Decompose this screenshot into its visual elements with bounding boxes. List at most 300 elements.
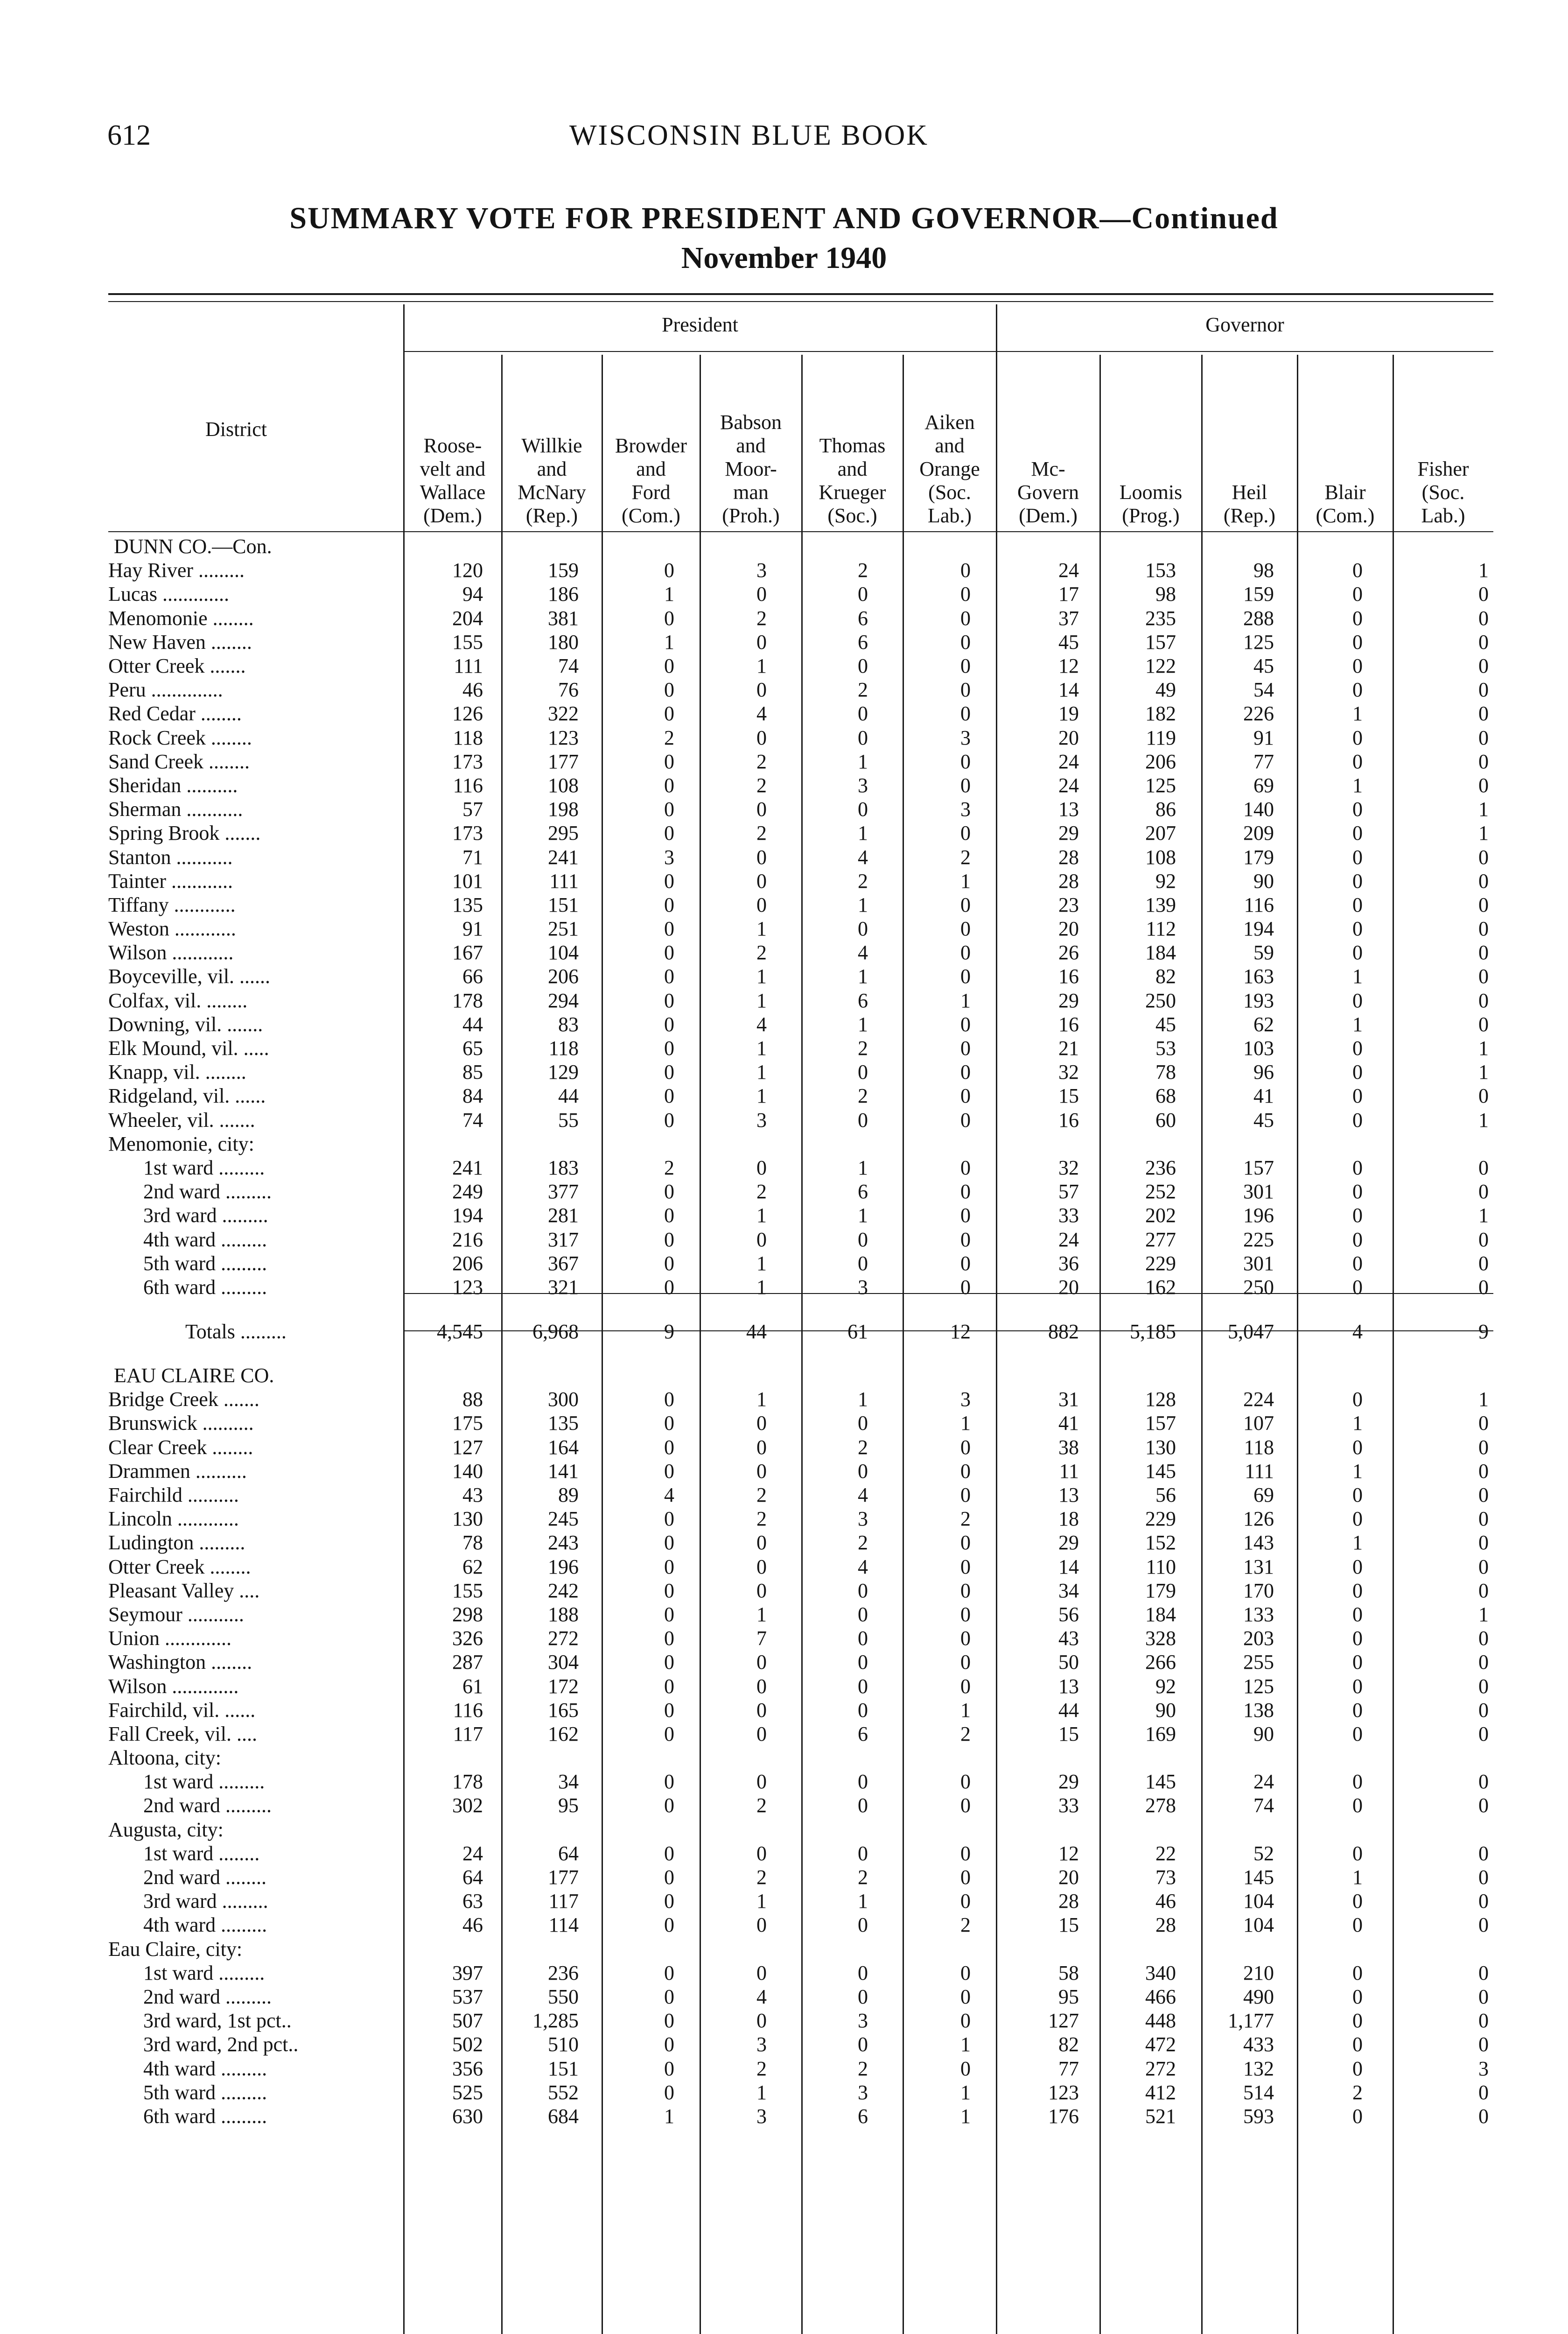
vote-cell xyxy=(802,1937,903,1961)
vote-cell xyxy=(996,1132,1100,1156)
vote-cell: 210 xyxy=(1243,1961,1274,1984)
vote-cell: 301 xyxy=(1243,1180,1274,1203)
district-name: 1st ward ......... xyxy=(143,1961,265,1984)
vote-cell: 60 xyxy=(1155,1108,1176,1132)
column-header xyxy=(1297,481,1393,527)
vote-cell: 0 xyxy=(1352,750,1363,773)
vote-cell: 203 xyxy=(1243,1627,1274,1650)
vote-cell: 0 xyxy=(960,965,971,988)
vote-cell: 229 xyxy=(1145,1251,1176,1275)
vote-cell: 0 xyxy=(1478,1459,1489,1483)
district-name: Altoona, city: xyxy=(108,1746,221,1770)
vote-cell: 3 xyxy=(960,726,971,749)
vote-cell: 24 xyxy=(1253,1770,1274,1793)
vote-cell: 29 xyxy=(1058,1770,1079,1793)
table-row xyxy=(108,797,1493,821)
vote-cell: 317 xyxy=(548,1228,579,1251)
vote-cell: 0 xyxy=(858,1459,868,1483)
vote-cell: 53 xyxy=(1155,1037,1176,1060)
table-row xyxy=(108,1387,1493,1411)
district-name: Hay River ......... xyxy=(108,559,245,582)
table-row xyxy=(108,2056,1493,2080)
table-row xyxy=(108,750,1493,773)
vote-cell: 130 xyxy=(1145,1435,1176,1459)
vote-cell xyxy=(903,1818,996,1842)
vote-cell: 58 xyxy=(1058,1961,1079,1984)
vote-cell: 138 xyxy=(1243,1698,1274,1722)
vote-cell: 304 xyxy=(548,1651,579,1674)
table-row xyxy=(108,1483,1493,1507)
vote-cell: 0 xyxy=(960,678,971,702)
vote-cell: 321 xyxy=(548,1275,579,1299)
vote-cell: 0 xyxy=(664,1388,674,1411)
vote-cell: 45 xyxy=(1058,630,1079,654)
vote-cell: 145 xyxy=(1145,1459,1176,1483)
vote-cell: 2 xyxy=(756,750,767,773)
vote-cell: 1 xyxy=(756,1251,767,1275)
vote-cell xyxy=(802,1299,903,1318)
vote-cell: 0 xyxy=(960,1012,971,1036)
column-header-line: (Dem.) xyxy=(423,504,482,527)
table-row xyxy=(108,2104,1493,2128)
district-name: Spring Brook ....... xyxy=(108,822,261,845)
vote-cell: 0 xyxy=(664,798,674,821)
vote-cell: 125 xyxy=(1145,773,1176,797)
vote-cell: 0 xyxy=(960,773,971,797)
vote-cell: 196 xyxy=(548,1555,579,1578)
vote-cell: 84 xyxy=(462,1084,483,1108)
vote-cell: 472 xyxy=(1145,2033,1176,2056)
vote-cell: 164 xyxy=(548,1435,579,1459)
vote-cell: 0 xyxy=(1352,1603,1363,1626)
vote-cell xyxy=(1297,534,1393,558)
vote-cell: 44 xyxy=(1058,1698,1079,1722)
vote-cell: 13 xyxy=(1058,1483,1079,1507)
vote-cell: 128 xyxy=(1145,1388,1176,1411)
vote-cell: 226 xyxy=(1243,702,1274,725)
vote-cell: 4 xyxy=(858,845,868,869)
vote-cell: 302 xyxy=(452,1794,483,1817)
vote-cell: 139 xyxy=(1145,893,1176,916)
vote-cell: 0 xyxy=(756,798,767,821)
vote-cell: 132 xyxy=(1243,2057,1274,2080)
district-name: Drammen .......... xyxy=(108,1459,247,1483)
table-row xyxy=(108,1842,1493,1865)
district-name: 2nd ward ........ xyxy=(143,1866,266,1889)
vote-cell xyxy=(502,534,602,558)
vote-cell: 245 xyxy=(548,1507,579,1531)
vote-cell: 326 xyxy=(452,1627,483,1650)
column-header xyxy=(700,411,802,527)
vote-cell: 0 xyxy=(1478,1507,1489,1531)
vote-cell: 0 xyxy=(858,1108,868,1132)
vote-cell: 116 xyxy=(1244,893,1274,916)
district-name: DUNN CO.—Con. xyxy=(114,535,272,558)
vote-cell: 77 xyxy=(1058,2057,1079,2080)
vote-cell: 1 xyxy=(858,1388,868,1411)
table-row xyxy=(108,941,1493,964)
vote-cell: 0 xyxy=(1352,1985,1363,2008)
vote-cell: 188 xyxy=(548,1603,579,1626)
vote-cell: 167 xyxy=(452,941,483,964)
top-rule-thin xyxy=(108,301,1493,302)
vote-cell: 0 xyxy=(1352,559,1363,582)
vote-cell: 1 xyxy=(858,893,868,916)
vote-cell xyxy=(404,1299,502,1318)
vote-cell: 0 xyxy=(756,678,767,702)
vote-cell: 0 xyxy=(664,773,674,797)
vote-cell: 29 xyxy=(1058,989,1079,1012)
vote-cell: 155 xyxy=(452,1579,483,1602)
vote-cell xyxy=(700,534,802,558)
vote-cell: 0 xyxy=(1352,630,1363,654)
vote-cell: 0 xyxy=(1478,1627,1489,1650)
vote-cell xyxy=(903,1937,996,1961)
vote-cell: 2 xyxy=(756,822,767,845)
vote-cell: 74 xyxy=(462,1108,483,1132)
vote-cell: 1 xyxy=(1352,965,1363,988)
vote-cell: 101 xyxy=(452,869,483,893)
table-row xyxy=(108,869,1493,893)
vote-cell: 183 xyxy=(548,1156,579,1179)
table-row xyxy=(108,1180,1493,1203)
district-name: Ludington ......... xyxy=(108,1531,245,1554)
vote-cell: 0 xyxy=(1352,1084,1363,1108)
column-header-line: Lab.) xyxy=(1421,504,1465,527)
vote-cell: 129 xyxy=(548,1061,579,1084)
vote-cell: 0 xyxy=(756,1459,767,1483)
vote-cell: 196 xyxy=(1243,1204,1274,1227)
vote-cell: 28 xyxy=(1058,845,1079,869)
vote-cell xyxy=(1393,1345,1493,1364)
vote-cell: 0 xyxy=(1352,1674,1363,1698)
vote-cell: 0 xyxy=(1352,1722,1363,1745)
column-header xyxy=(602,434,700,527)
vote-cell: 3 xyxy=(858,2009,868,2032)
table-row xyxy=(108,1012,1493,1036)
vote-cell: 0 xyxy=(960,1459,971,1483)
vote-cell: 3 xyxy=(664,845,674,869)
vote-cell: 77 xyxy=(1253,750,1274,773)
vote-cell: 298 xyxy=(452,1603,483,1626)
vote-cell: 0 xyxy=(1352,1555,1363,1578)
district-name: Augusta, city: xyxy=(108,1818,224,1841)
vote-cell: 1 xyxy=(756,1037,767,1060)
vote-cell: 249 xyxy=(452,1180,483,1203)
district-name: 2nd ward ......... xyxy=(143,1180,272,1203)
vote-cell: 112 xyxy=(1146,917,1176,941)
vote-cell: 122 xyxy=(1145,654,1176,678)
vote-cell xyxy=(996,534,1100,558)
vote-cell: 0 xyxy=(1478,1913,1489,1937)
table-row xyxy=(108,1650,1493,1674)
vote-cell: 1 xyxy=(960,989,971,1012)
vote-cell xyxy=(802,1818,903,1842)
vote-cell: 412 xyxy=(1145,2081,1176,2104)
vote-cell xyxy=(700,1132,802,1156)
vote-cell: 225 xyxy=(1243,1228,1274,1251)
vote-cell: 4 xyxy=(756,1985,767,2008)
district-name: Weston ............ xyxy=(108,917,236,941)
vote-cell: 0 xyxy=(664,2009,674,2032)
vote-cell: 0 xyxy=(1352,1794,1363,1817)
vote-cell: 0 xyxy=(858,1251,868,1275)
vote-cell: 20 xyxy=(1058,726,1079,749)
vote-cell: 0 xyxy=(858,1913,868,1937)
vote-cell xyxy=(1393,1132,1493,1156)
vote-cell: 0 xyxy=(664,1722,674,1745)
vote-cell: 0 xyxy=(1352,678,1363,702)
vote-cell: 0 xyxy=(960,2009,971,2032)
vote-cell: 250 xyxy=(1243,1275,1274,1299)
vote-cell: 59 xyxy=(1253,941,1274,964)
vote-cell: 0 xyxy=(756,1961,767,1984)
vote-cell: 381 xyxy=(548,606,579,630)
vote-cell: 12 xyxy=(1058,654,1079,678)
district-name: Fall Creek, vil. .... xyxy=(108,1722,257,1745)
vote-cell: 20 xyxy=(1058,1275,1079,1299)
vote-cell: 1 xyxy=(1352,1531,1363,1554)
vote-cell: 4 xyxy=(1352,1320,1363,1343)
vote-cell: 62 xyxy=(1253,1012,1274,1036)
vote-cell: 0 xyxy=(756,1156,767,1179)
vote-cell: 71 xyxy=(462,845,483,869)
vote-cell xyxy=(1100,1299,1202,1318)
vote-cell xyxy=(700,1299,802,1318)
vote-cell: 118 xyxy=(453,726,483,749)
vote-cell: 127 xyxy=(1048,2009,1079,2032)
vote-cell: 1 xyxy=(756,989,767,1012)
vote-cell: 0 xyxy=(1352,1251,1363,1275)
vote-cell: 1 xyxy=(1478,559,1489,582)
vote-cell xyxy=(404,1132,502,1156)
vote-cell: 266 xyxy=(1145,1651,1176,1674)
vote-cell: 0 xyxy=(1352,1037,1363,1060)
vote-cell: 0 xyxy=(858,1842,868,1865)
column-header xyxy=(802,434,903,527)
vote-cell xyxy=(1100,1364,1202,1387)
vote-cell: 2 xyxy=(858,1435,868,1459)
district-name: Sherman ........... xyxy=(108,798,243,821)
column-header-line: and xyxy=(935,434,965,457)
vote-cell: 0 xyxy=(858,702,868,725)
vote-cell xyxy=(996,1937,1100,1961)
district-name: 4th ward ......... xyxy=(143,1913,267,1937)
vote-cell: 0 xyxy=(756,726,767,749)
vote-cell: 65 xyxy=(462,1037,483,1060)
vote-cell: 170 xyxy=(1243,1579,1274,1602)
vote-cell: 1 xyxy=(1352,1866,1363,1889)
vote-cell: 117 xyxy=(453,1722,483,1745)
vote-cell: 0 xyxy=(1478,1890,1489,1913)
vote-cell: 1 xyxy=(960,2081,971,2104)
vote-cell: 0 xyxy=(664,1674,674,1698)
vote-cell: 9 xyxy=(1478,1320,1489,1343)
vote-cell: 377 xyxy=(548,1180,579,1203)
vote-cell xyxy=(1297,1818,1393,1842)
vote-cell: 162 xyxy=(1145,1275,1176,1299)
vote-cell: 52 xyxy=(1253,1842,1274,1865)
vote-cell: 0 xyxy=(960,1794,971,1817)
vote-cell: 6 xyxy=(858,1180,868,1203)
vote-cell: 0 xyxy=(1352,1651,1363,1674)
district-name: Ridgeland, vil. ...... xyxy=(108,1084,266,1108)
table-row xyxy=(108,1793,1493,1817)
vote-cell xyxy=(502,1818,602,1842)
vote-cell: 0 xyxy=(1478,917,1489,941)
district-name xyxy=(108,1345,404,1364)
vote-cell xyxy=(1393,1818,1493,1842)
vote-cell: 0 xyxy=(1352,989,1363,1012)
vote-cell: 111 xyxy=(549,869,579,893)
vote-cell xyxy=(602,1345,700,1364)
column-header-line: and xyxy=(736,434,766,457)
vote-cell: 46 xyxy=(1155,1890,1176,1913)
vote-cell: 0 xyxy=(960,1842,971,1865)
vote-cell: 78 xyxy=(462,1531,483,1554)
vote-cell: 0 xyxy=(858,1770,868,1793)
vote-cell: 340 xyxy=(1145,1961,1176,1984)
vote-cell: 2 xyxy=(756,1507,767,1531)
vote-cell: 0 xyxy=(960,1627,971,1650)
vote-cell: 0 xyxy=(960,1084,971,1108)
table-row xyxy=(108,1203,1493,1227)
district-name: Totals ......... xyxy=(185,1320,287,1343)
vote-cell: 0 xyxy=(960,1651,971,1674)
vote-cell: 90 xyxy=(1253,1722,1274,1745)
vote-cell: 5,185 xyxy=(1130,1320,1176,1343)
vote-cell: 36 xyxy=(1058,1251,1079,1275)
vote-cell: 179 xyxy=(1145,1579,1176,1602)
vote-cell: 510 xyxy=(548,2033,579,2056)
vote-cell: 243 xyxy=(548,1531,579,1554)
vote-cell: 0 xyxy=(960,941,971,964)
vote-cell xyxy=(1393,1937,1493,1961)
vote-cell: 6 xyxy=(858,2104,868,2128)
vote-cell: 0 xyxy=(664,1842,674,1865)
vote-cell: 14 xyxy=(1058,1555,1079,1578)
vote-cell xyxy=(903,1364,996,1387)
vote-cell: 0 xyxy=(960,1483,971,1507)
vote-cell: 13 xyxy=(1058,1674,1079,1698)
vote-cell: 0 xyxy=(664,1251,674,1275)
vote-cell xyxy=(996,1345,1100,1364)
table-row xyxy=(108,1036,1493,1060)
vote-cell: 61 xyxy=(847,1320,868,1343)
vote-cell: 24 xyxy=(1058,1228,1079,1251)
district-name xyxy=(108,1299,404,1318)
vote-cell: 2 xyxy=(756,941,767,964)
vote-cell: 0 xyxy=(1352,1108,1363,1132)
vote-cell: 2 xyxy=(858,1866,868,1889)
vote-cell: 0 xyxy=(756,1228,767,1251)
vote-cell: 56 xyxy=(1155,1483,1176,1507)
vote-cell: 0 xyxy=(960,750,971,773)
vote-cell: 0 xyxy=(1352,2057,1363,2080)
vote-cell: 38 xyxy=(1058,1435,1079,1459)
vote-cell: 0 xyxy=(1352,1275,1363,1299)
table-row xyxy=(108,1626,1493,1650)
vote-cell: 92 xyxy=(1155,869,1176,893)
vote-cell: 241 xyxy=(548,845,579,869)
vote-cell: 15 xyxy=(1058,1084,1079,1108)
vote-cell: 98 xyxy=(1253,559,1274,582)
vote-cell: 29 xyxy=(1058,1531,1079,1554)
vote-cell: 0 xyxy=(664,1108,674,1132)
vote-cell: 1,177 xyxy=(1228,2009,1274,2032)
vote-cell xyxy=(1297,1345,1393,1364)
column-header-line: Loomis xyxy=(1119,481,1183,504)
vote-cell: 73 xyxy=(1155,1866,1176,1889)
vote-cell: 0 xyxy=(664,1890,674,1913)
vote-cell: 162 xyxy=(548,1722,579,1745)
vote-cell: 90 xyxy=(1253,869,1274,893)
vote-cell: 206 xyxy=(1145,750,1176,773)
vote-cell: 98 xyxy=(1155,583,1176,606)
column-header-line: Babson xyxy=(720,411,782,434)
vote-cell: 0 xyxy=(1352,583,1363,606)
vote-cell: 1 xyxy=(1352,1459,1363,1483)
vote-cell: 251 xyxy=(548,917,579,941)
vote-cell: 236 xyxy=(548,1961,579,1984)
vote-cell: 145 xyxy=(1243,1866,1274,1889)
vote-cell: 1 xyxy=(858,1012,868,1036)
vote-cell: 82 xyxy=(1058,2033,1079,2056)
vote-cell: 0 xyxy=(960,1890,971,1913)
vote-cell: 0 xyxy=(960,1061,971,1084)
vote-cell: 74 xyxy=(558,654,579,678)
vote-cell: 64 xyxy=(558,1842,579,1865)
vote-cell: 0 xyxy=(664,1985,674,2008)
vote-cell xyxy=(903,1746,996,1770)
vote-cell xyxy=(602,1818,700,1842)
spacer-row xyxy=(108,1345,1493,1364)
vote-cell: 0 xyxy=(664,1866,674,1889)
vote-cell: 108 xyxy=(548,773,579,797)
column-header-line: Blair xyxy=(1324,481,1366,504)
vote-cell: 277 xyxy=(1145,1228,1176,1251)
vote-cell: 23 xyxy=(1058,893,1079,916)
vote-cell: 0 xyxy=(1478,1251,1489,1275)
vote-cell: 0 xyxy=(960,1531,971,1554)
vote-cell: 5,047 xyxy=(1228,1320,1274,1343)
vote-cell: 45 xyxy=(1155,1012,1176,1036)
district-name: Rock Creek ........ xyxy=(108,726,252,749)
vote-cell: 32 xyxy=(1058,1061,1079,1084)
vote-cell: 0 xyxy=(664,1412,674,1435)
table-row xyxy=(108,1459,1493,1483)
vote-cell: 466 xyxy=(1145,1985,1176,2008)
vote-cell: 21 xyxy=(1058,1037,1079,1060)
vote-cell: 57 xyxy=(1058,1180,1079,1203)
column-header-line: Moor- xyxy=(725,457,777,480)
vote-cell: 0 xyxy=(1352,606,1363,630)
vote-cell: 0 xyxy=(1478,702,1489,725)
vote-cell: 0 xyxy=(664,1275,674,1299)
district-name: Clear Creek ........ xyxy=(108,1435,253,1459)
table-row xyxy=(108,989,1493,1012)
vote-cell xyxy=(502,1132,602,1156)
vote-cell: 433 xyxy=(1243,2033,1274,2056)
district-name: 3rd ward, 1st pct.. xyxy=(143,2009,292,2032)
vote-cell: 172 xyxy=(548,1674,579,1698)
vote-cell: 1 xyxy=(756,1275,767,1299)
column-header xyxy=(996,457,1100,527)
vote-cell: 0 xyxy=(1478,2104,1489,2128)
vote-cell: 0 xyxy=(960,917,971,941)
vote-cell xyxy=(700,1937,802,1961)
vote-cell: 198 xyxy=(548,798,579,821)
